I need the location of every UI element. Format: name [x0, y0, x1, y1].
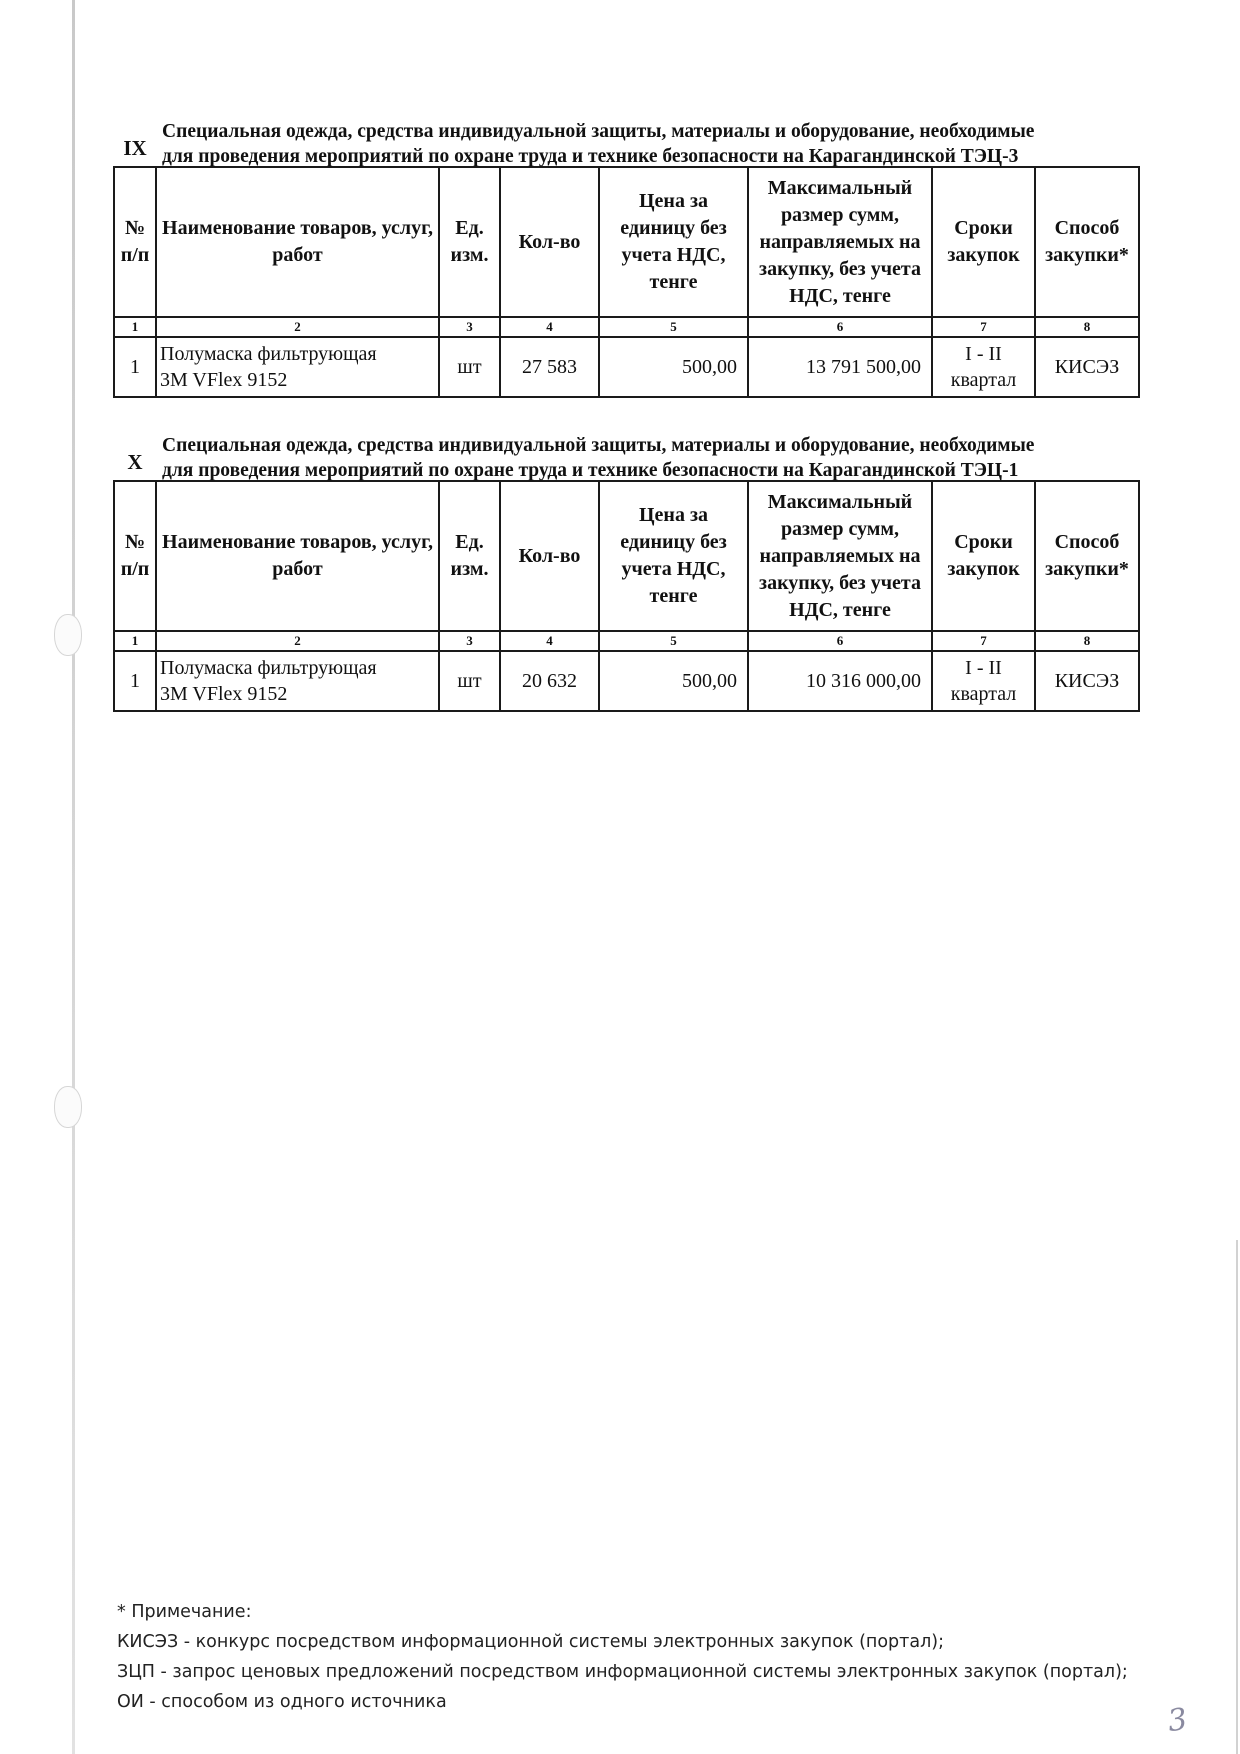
row-max-sum: 10 316 000,00 — [748, 651, 932, 711]
row-unit: шт — [439, 337, 500, 397]
footnote-line: ЗЦП - запрос ценовых предложений посредством информационной системы электронных закупок (портал); — [117, 1662, 1128, 1682]
row-terms-line: квартал — [950, 369, 1017, 391]
section-title-line: для проведения мероприятий по охране труда и технике безопасности на Карагандинской ТЭЦ-1 — [162, 460, 1019, 481]
table-header-row — [114, 481, 1139, 631]
row-num: 1 — [114, 337, 156, 397]
row-terms-line: квартал — [950, 683, 1017, 705]
column-number: 4 — [500, 317, 599, 337]
row-terms — [932, 651, 1035, 711]
column-number: 6 — [748, 631, 932, 651]
column-number: 1 — [114, 631, 156, 651]
col-header-method: Способ закупки* — [1035, 167, 1139, 317]
footnote-title: * Примечание: — [117, 1602, 252, 1622]
col-header-method: Способ закупки* — [1035, 481, 1139, 631]
page-number: 3 — [1165, 1701, 1190, 1740]
section-title — [162, 119, 1142, 169]
section-x — [113, 430, 1138, 712]
column-number: 3 — [439, 631, 500, 651]
row-qty: 27 583 — [500, 337, 599, 397]
row-price: 500,00 — [599, 651, 748, 711]
col-header-qty: Кол-во — [500, 167, 599, 317]
section-header — [113, 116, 1138, 166]
row-unit: шт — [439, 651, 500, 711]
procurement-table — [113, 480, 1140, 712]
row-name — [156, 337, 439, 397]
row-name — [156, 651, 439, 711]
table-row — [114, 651, 1139, 711]
section-number: X — [127, 450, 143, 474]
page-edge — [1236, 1240, 1238, 1754]
row-name-line: 3M VFlex 9152 — [160, 683, 288, 705]
col-header-max-sum: Максимальный размер сумм, направляемых на закупку, без учета НДС, тенге — [748, 167, 932, 317]
row-terms-line: I - II — [965, 343, 1002, 365]
row-terms — [932, 337, 1035, 397]
column-number: 7 — [932, 631, 1035, 651]
column-number: 5 — [599, 631, 748, 651]
section-header — [113, 430, 1138, 480]
col-header-num: № п/п — [114, 481, 156, 631]
row-num: 1 — [114, 651, 156, 711]
footnote — [117, 1597, 1128, 1717]
punch-hole — [54, 1086, 82, 1128]
footnote-line: ОИ - способом из одного источника — [117, 1692, 447, 1712]
row-name-line: Полумаска фильтрующая — [160, 657, 377, 679]
col-header-name: Наименование товаров, услуг, работ — [156, 167, 439, 317]
col-header-terms: Сроки закупок — [932, 167, 1035, 317]
table-header-row — [114, 167, 1139, 317]
col-header-max-sum: Максимальный размер сумм, направляемых на закупку, без учета НДС, тенге — [748, 481, 932, 631]
table-row — [114, 337, 1139, 397]
row-method: КИСЭЗ — [1035, 337, 1139, 397]
row-max-sum: 13 791 500,00 — [748, 337, 932, 397]
row-terms-line: I - II — [965, 657, 1002, 679]
section-ix — [113, 116, 1138, 398]
row-name-line: Полумаска фильтрующая — [160, 343, 377, 365]
column-number: 7 — [932, 317, 1035, 337]
col-header-price: Цена за единицу без учета НДС, тенге — [599, 167, 748, 317]
col-header-unit: Ед. изм. — [439, 167, 500, 317]
page-edge — [72, 0, 75, 1754]
column-number: 6 — [748, 317, 932, 337]
row-method: КИСЭЗ — [1035, 651, 1139, 711]
column-number: 1 — [114, 317, 156, 337]
section-number: IX — [123, 136, 147, 160]
column-number: 2 — [156, 317, 439, 337]
column-number-row — [114, 631, 1139, 651]
col-header-num: № п/п — [114, 167, 156, 317]
col-header-name: Наименование товаров, услуг, работ — [156, 481, 439, 631]
col-header-unit: Ед. изм. — [439, 481, 500, 631]
section-title-line: Специальная одежда, средства индивидуальной защиты, материалы и оборудование, необходимые — [162, 121, 1035, 142]
punch-hole — [54, 614, 82, 656]
col-header-qty: Кол-во — [500, 481, 599, 631]
row-qty: 20 632 — [500, 651, 599, 711]
col-header-price: Цена за единицу без учета НДС, тенге — [599, 481, 748, 631]
row-name-line: 3M VFlex 9152 — [160, 369, 288, 391]
section-title-line: для проведения мероприятий по охране труда и технике безопасности на Карагандинской ТЭЦ-3 — [162, 146, 1019, 167]
column-number-row — [114, 317, 1139, 337]
column-number: 8 — [1035, 631, 1139, 651]
procurement-table — [113, 166, 1140, 398]
column-number: 5 — [599, 317, 748, 337]
footnote-line: КИСЭЗ - конкурс посредством информационной системы электронных закупок (портал); — [117, 1632, 944, 1652]
col-header-terms: Сроки закупок — [932, 481, 1035, 631]
section-title-line: Специальная одежда, средства индивидуальной защиты, материалы и оборудование, необходимые — [162, 435, 1035, 456]
column-number: 3 — [439, 317, 500, 337]
section-title — [162, 433, 1142, 483]
column-number: 8 — [1035, 317, 1139, 337]
row-price: 500,00 — [599, 337, 748, 397]
column-number: 4 — [500, 631, 599, 651]
column-number: 2 — [156, 631, 439, 651]
